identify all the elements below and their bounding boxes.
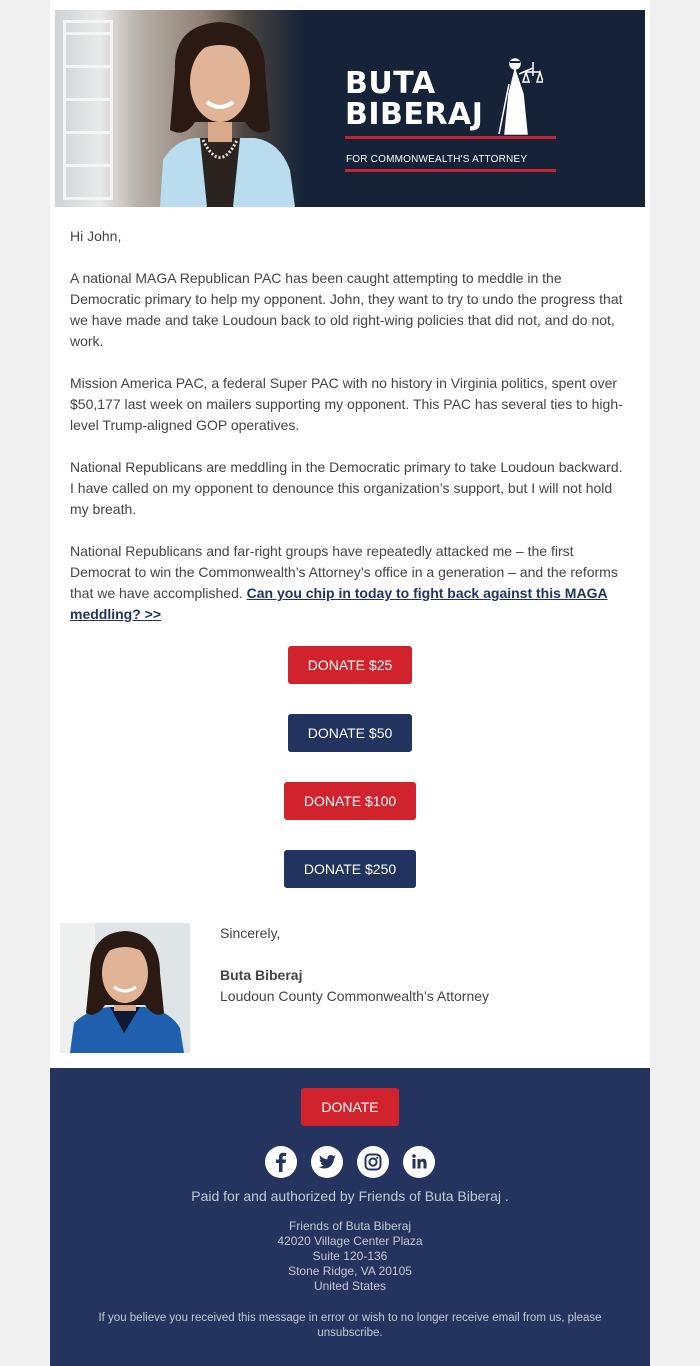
chip-in-link[interactable]: Can you chip in today to fight back against this MAGA meddling? >> <box>70 585 608 622</box>
mailing-address <box>50 1219 650 1294</box>
unsubscribe-notice <box>80 1311 620 1341</box>
header-banner <box>55 10 645 207</box>
paragraph-2: Mission America PAC, a federal Super PAC with no history in Virginia politics, spent over $50,177 last week on mailers supporting my opponent. This PAC has several ties to high-level Trump-aligned GOP operatives. <box>70 375 623 433</box>
signature-title: Loudoun County Commonwealth’s Attorney <box>220 988 490 1004</box>
greeting: Hi John, <box>70 228 122 244</box>
instagram-icon[interactable] <box>357 1146 389 1178</box>
paragraph-4-text: National Republicans and far-right groups have repeatedly attacked me – the first Democrat to win the Commonwealth’s Attorney’s office in a generation – and the reforms that we have accomplished. <box>70 543 618 601</box>
email-body <box>70 226 630 646</box>
linkedin-icon[interactable] <box>403 1146 435 1178</box>
paid-for-disclaimer: Paid for and authorized by Friends of Buta Biberaj . <box>191 1188 509 1204</box>
paragraph-3: National Republicans are meddling in the Democratic primary to take Loudoun backward. I have called on my opponent to denounce this organization’s support, but I will not hold my breath. <box>70 459 623 517</box>
twitter-icon[interactable] <box>311 1146 343 1178</box>
unsubscribe-link[interactable]: unsubscribe. <box>317 1327 383 1339</box>
candidate-signature-photo <box>60 923 190 1053</box>
logo-tagline: FOR COMMONWEALTH'S ATTORNEY <box>346 154 528 165</box>
paragraph-1: A national MAGA Republican PAC has been caught attempting to meddle in the Democratic primary to help my opponent. John, they want to try to undo the progress that we have made and take Loudoun back to old right-wing policies that did not, and do not, work. <box>70 270 623 349</box>
footer-donate-button[interactable]: DONATE <box>301 1088 399 1126</box>
address-line: Friends of Buta Biberaj <box>288 1219 412 1233</box>
facebook-icon[interactable] <box>265 1146 297 1178</box>
unsubscribe-text: If you believe you received this message in error or wish to no longer receive email from us, please <box>98 1312 602 1324</box>
donate-100-button[interactable]: DONATE $100 <box>284 782 416 820</box>
candidate-header-photo <box>115 10 300 207</box>
email-container <box>50 0 650 1366</box>
logo-name-line2: BIBERAJ <box>345 97 484 132</box>
donate-25-button[interactable]: DONATE $25 <box>288 646 412 684</box>
paragraph-4 <box>70 541 630 625</box>
signature-block <box>220 923 489 1007</box>
address-line: United States <box>313 1279 387 1293</box>
lady-justice-icon <box>493 54 543 138</box>
donate-250-button[interactable]: DONATE $250 <box>284 850 416 888</box>
address-line: 42020 Village Center Plaza <box>277 1234 423 1248</box>
logo-name-line1: BUTA <box>345 66 436 101</box>
address-line: Suite 120-136 <box>312 1249 388 1263</box>
signature-name: Buta Biberaj <box>220 967 303 983</box>
address-line: Stone Ridge, VA 20105 <box>288 1264 412 1278</box>
closing: Sincerely, <box>220 925 281 941</box>
donate-50-button[interactable]: DONATE $50 <box>288 714 412 752</box>
